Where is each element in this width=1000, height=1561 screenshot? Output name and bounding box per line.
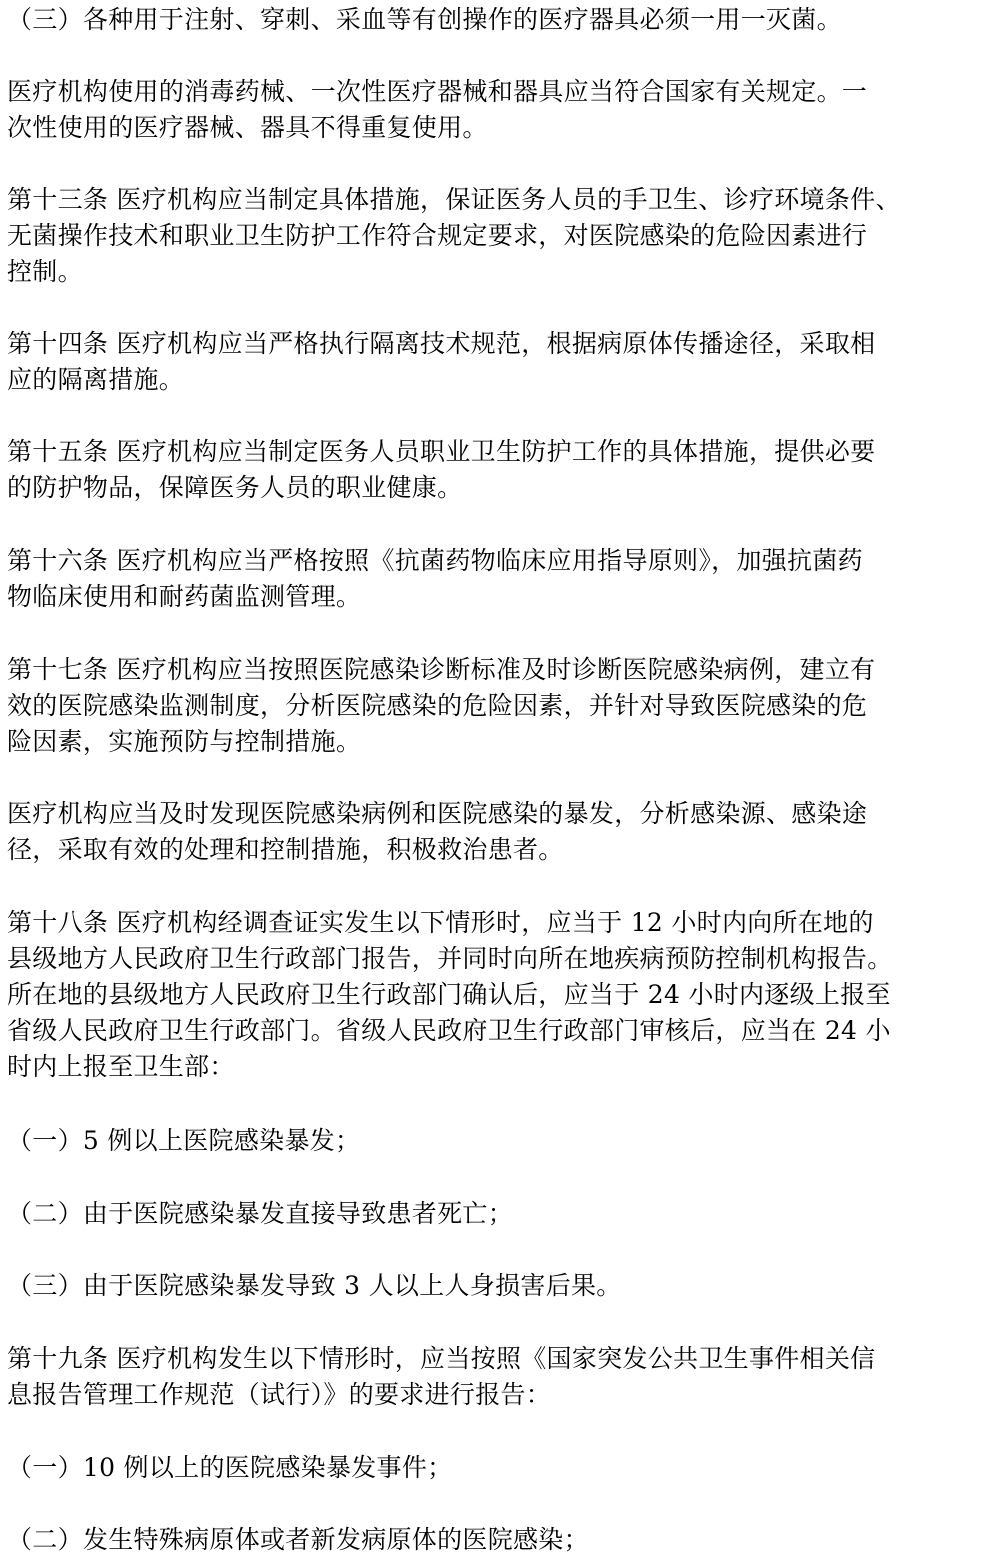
paragraph-outbreak-handling xyxy=(7,796,982,868)
text-line: 县级地方人民政府卫生行政部门报告，并同时向所在地疾病预防控制机构报告。 xyxy=(7,944,893,973)
paragraph-article-16 xyxy=(7,543,982,615)
text-line: 第十六条 医疗机构应当严格按照《抗菌药物临床应用指导原则》，加强抗菌药 xyxy=(7,546,863,575)
text-line: 物临床使用和耐药菌监测管理。 xyxy=(7,582,362,611)
paragraph-article-19 xyxy=(7,1341,982,1413)
text-line: 第十三条 医疗机构应当制定具体措施，保证医务人员的手卫生、诊疗环境条件、 xyxy=(7,185,901,214)
text-line: 所在地的县级地方人民政府卫生行政部门确认后，应当于 24 小时内逐级上报至 xyxy=(7,980,891,1009)
text-line: 次性使用的医疗器械、器具不得重复使用。 xyxy=(7,113,488,142)
list-item-18-2 xyxy=(7,1196,982,1232)
text-line: （一）10 例以上的医院感染暴发事件； xyxy=(7,1453,453,1482)
paragraph-disinfection-devices xyxy=(7,74,982,146)
paragraph-article-18 xyxy=(7,905,982,1085)
paragraph-article-15 xyxy=(7,434,982,506)
text-line: 医疗机构应当及时发现医院感染病例和医院感染的暴发，分析感染源、感染途 xyxy=(7,799,868,828)
text-line: 的防护物品，保障医务人员的职业健康。 xyxy=(7,473,463,502)
text-line: 省级人民政府卫生行政部门。省级人民政府卫生行政部门审核后，应当在 24 小 xyxy=(7,1016,891,1045)
text-line: 无菌操作技术和职业卫生防护工作符合规定要求，对医院感染的危险因素进行 xyxy=(7,221,868,250)
list-item-18-3 xyxy=(7,1268,982,1304)
text-line: 息报告管理工作规范（试行）》的要求进行报告： xyxy=(7,1380,552,1409)
text-line: 医疗机构使用的消毒药械、一次性医疗器械和器具应当符合国家有关规定。一 xyxy=(7,77,868,106)
text-line: 控制。 xyxy=(7,257,83,286)
text-line: 径，采取有效的处理和控制措施，积极救治患者。 xyxy=(7,835,564,864)
text-line: 第十四条 医疗机构应当严格执行隔离技术规范，根据病原体传播途径，采取相 xyxy=(7,329,876,358)
paragraph-item-3-sterilization xyxy=(7,2,982,38)
paragraph-article-17 xyxy=(7,652,982,760)
text-line: （一）5 例以上医院感染暴发； xyxy=(7,1126,361,1155)
list-item-18-1 xyxy=(7,1123,982,1159)
text-line: 第十五条 医疗机构应当制定医务人员职业卫生防护工作的具体措施，提供必要 xyxy=(7,437,876,466)
list-item-19-1 xyxy=(7,1450,982,1486)
text-line: （二）由于医院感染暴发直接导致患者死亡； xyxy=(7,1199,514,1228)
text-line: 险因素，实施预防与控制措施。 xyxy=(7,727,362,756)
text-line: 应的隔离措施。 xyxy=(7,365,185,394)
text-line: 第十九条 医疗机构发生以下情形时，应当按照《国家突发公共卫生事件相关信 xyxy=(7,1344,876,1373)
paragraph-article-13 xyxy=(7,182,982,290)
list-item-19-2 xyxy=(7,1522,982,1558)
text-line: 时内上报至卫生部： xyxy=(7,1052,235,1081)
text-line: 第十七条 医疗机构应当按照医院感染诊断标准及时诊断医院感染病例，建立有 xyxy=(7,655,876,684)
text-line: 第十八条 医疗机构经调查证实发生以下情形时，应当于 12 小时内向所在地的 xyxy=(7,908,874,937)
text-line: （二）发生特殊病原体或者新发病原体的医院感染； xyxy=(7,1525,589,1554)
text-line: （三）由于医院感染暴发导致 3 人以上人身损害后果。 xyxy=(7,1271,622,1300)
text-line: （三）各种用于注射、穿刺、采血等有创操作的医疗器具必须一用一灭菌。 xyxy=(7,5,842,34)
paragraph-article-14 xyxy=(7,326,982,398)
text-line: 效的医院感染监测制度，分析医院感染的危险因素，并针对导致医院感染的危 xyxy=(7,691,868,720)
